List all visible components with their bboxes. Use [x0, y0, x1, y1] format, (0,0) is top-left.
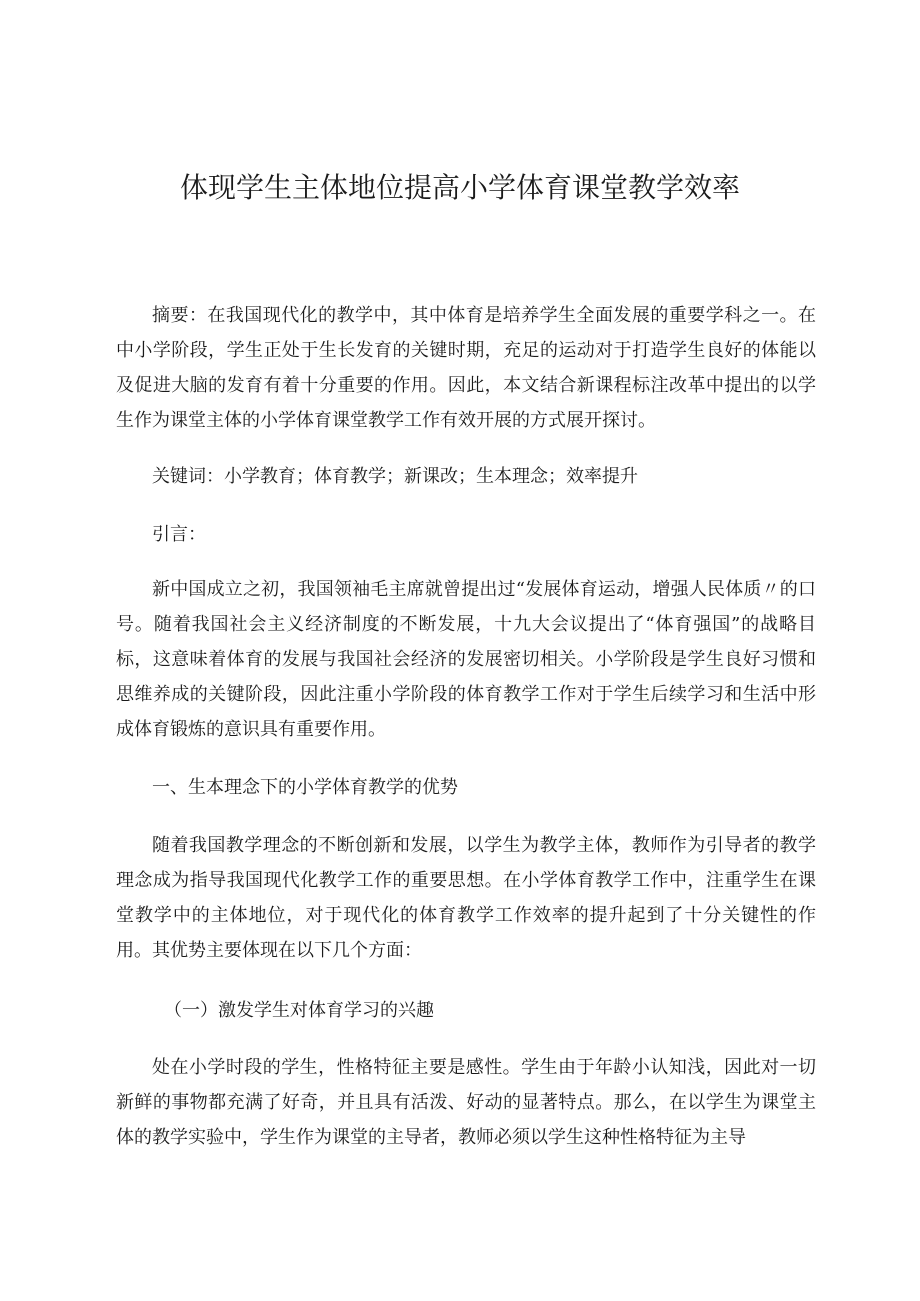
intro-paragraph: 新中国成立之初，我国领袖毛主席就曾提出过“发展体育运动，增强人民体质〃的口号。随着我国社会主义经济制度的不断发展，十九大会议提出了“体育强国”的战略目标，这意味着体育的发展与我国社会经济的发展密切相关。小学阶段是学生良好习惯和思维养成的关键阶段，因此注重小学阶段的体育教学工作对于学生后续学习和生活中形成体育锻炼的意识具有重要作用。 [116, 579, 816, 740]
keywords-line: 关键词：小学教育；体育教学；新课改；生本理念；效率提升 [152, 466, 638, 487]
document-title: 体现学生主体地位提高小学体育课堂教学效率 [179, 171, 740, 204]
abstract-paragraph: 摘要：在我国现代化的教学中，其中体育是培养学生全面发展的重要学科之一。在中小学阶段，学生正处于生长发育的关键时期，充足的运动对于打造学生良好的体能以及促进大脑的发育有着十分重要的作用。因此，本文结合新课程标注改革中提出的以学生作为课堂主体的小学体育课堂教学工作有效开展的方式展开探讨。 [116, 305, 816, 431]
intro-heading: 引言： [152, 524, 206, 545]
subsection-paragraph: 处在小学时段的学生，性格特征主要是感性。学生由于年龄小认知浅，因此对一切新鲜的事物都充满了好奇，并且具有活泼、好动的显著特点。那么，在以学生为课堂主体的教学实验中，学生作为课堂的主导者，教师必须以学生这种性格特征为主导 [116, 1057, 816, 1148]
section-paragraph: 随着我国教学理念的不断创新和发展，以学生为教学主体，教师作为引导者的教学理念成为指导我国现代化教学工作的重要思想。在小学体育教学工作中，注重学生在课堂教学中的主体地位，对于现代化的体育教学工作效率的提升起到了十分关键性的作用。其优势主要体现在以下几个方面： [116, 835, 816, 961]
section-heading: 一、生本理念下的小学体育教学的优势 [152, 777, 458, 798]
subsection-heading: （一）激发学生对体育学习的兴趣 [164, 1000, 434, 1021]
